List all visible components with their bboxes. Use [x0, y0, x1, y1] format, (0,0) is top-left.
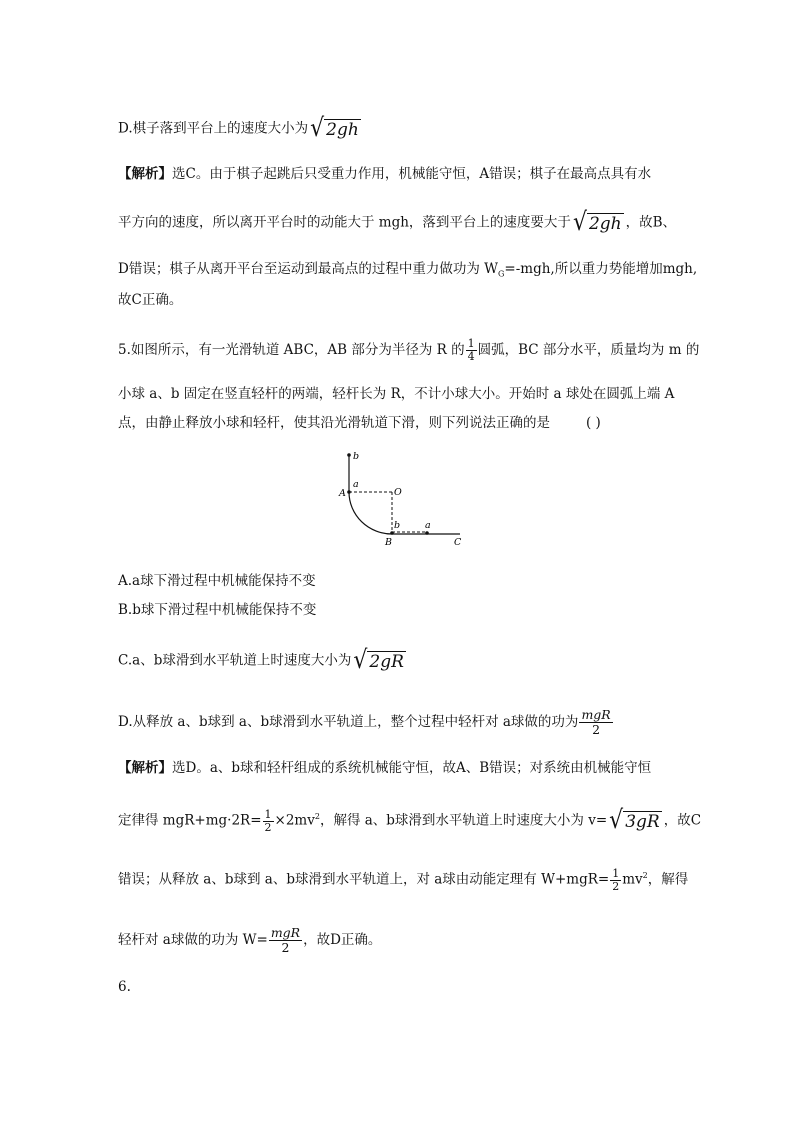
analysis-text: 轻杆对 a球做的功为 W=: [118, 932, 268, 948]
fraction: [579, 708, 612, 737]
denominator: 2: [612, 879, 620, 893]
analysis-tag: 【解析】: [118, 166, 172, 182]
q4-analysis-line-3: [118, 259, 697, 285]
sqrt-expression: [310, 114, 361, 143]
q5-analysis-line-1: [118, 758, 651, 778]
label-O: O: [394, 487, 402, 498]
stem-text: 点，由静止释放小球和轻杆，使其沿光滑轨道下滑，则下列说法正确的是: [118, 415, 550, 431]
radical-sign: √: [572, 208, 587, 237]
answer-blank: ( ): [586, 415, 601, 431]
numerator: 1: [264, 807, 272, 821]
q5-option-a: [118, 571, 316, 591]
ball-b-bottom: [390, 531, 394, 535]
analysis-text: D错误；棋子从离开平台至运动到最高点的过程中重力做功为 W: [118, 261, 498, 277]
q6-number: [118, 977, 131, 997]
analysis-text: 定律得 mgR+mg·2R=: [118, 812, 262, 829]
radical-sign: √: [353, 646, 368, 675]
fraction: [263, 809, 274, 834]
radicand: 2gh: [588, 214, 622, 234]
label-C: C: [454, 537, 462, 548]
q5-analysis-line-4: [118, 926, 381, 955]
analysis-text: ，故B、: [625, 214, 677, 231]
radicand: 2gR: [369, 652, 404, 672]
analysis-text: 平方向的速度，所以离开平台时的动能大于 mgh，落到平台上的速度要大于: [118, 214, 571, 231]
analysis-text: 故C正确。: [118, 292, 183, 308]
sqrt-expression: [609, 806, 662, 835]
superscript: 2: [642, 871, 648, 880]
denominator: 4: [467, 350, 475, 363]
q5-stem-line-2: [118, 384, 674, 404]
numerator: mgR: [581, 707, 611, 722]
denominator: 2: [264, 820, 272, 834]
stem-text: 圆弧，BC 部分水平，质量均为 m 的: [477, 342, 700, 358]
analysis-text: mv: [622, 871, 643, 888]
radical-sign: √: [609, 806, 624, 835]
label-A: A: [339, 488, 346, 499]
analysis-text: ，解得: [647, 871, 689, 888]
q4-option-d: [118, 114, 363, 143]
q4-analysis-line-2: [118, 208, 677, 237]
label-b-bottom: b: [394, 520, 401, 531]
fraction: [269, 926, 302, 955]
q5-option-c: [118, 646, 408, 675]
q5-option-b: [118, 600, 316, 620]
radicand: 3gR: [625, 812, 660, 832]
analysis-text: 选D。a、b球和轻杆组成的系统机械能守恒，故A、B错误；对系统由机械能守恒: [172, 760, 652, 776]
q5-option-d: [118, 708, 614, 737]
radical-sign: √: [310, 114, 325, 143]
arc-AB: [349, 492, 392, 534]
q4-analysis-line-1: [118, 164, 651, 184]
subscript: G: [498, 269, 505, 279]
fraction: [610, 868, 621, 893]
numerator: 1: [467, 337, 475, 350]
q5-stem-line-3: [118, 413, 601, 433]
numerator: 1: [612, 866, 620, 880]
option-text: D.从释放 a、b球到 a、b球滑到水平轨道上，整个过程中轻杆对 a球做的功为: [118, 714, 579, 730]
sqrt-expression: [353, 646, 406, 675]
analysis-text: =-mgh,所以重力势能增加mgh,: [504, 261, 698, 277]
label-a-bottom: a: [425, 520, 431, 531]
ball-b-top: [347, 453, 351, 457]
q4-option-d-text: D.棋子落到平台上的速度大小为: [118, 120, 309, 137]
fraction: [466, 338, 477, 363]
sqrt-expression: [572, 208, 624, 237]
analysis-text: 选C。由于棋子起跳后只受重力作用，机械能守恒，A错误；棋子在最高点具有水: [172, 166, 652, 182]
label-B: B: [385, 537, 392, 548]
question-number: 6.: [118, 979, 131, 995]
label-a-top: a: [353, 479, 359, 490]
option-text: C.a、b球滑到水平轨道上时速度大小为: [118, 652, 352, 669]
q5-analysis-line-3: [118, 866, 688, 893]
analysis-text: ，故C: [663, 812, 702, 829]
denominator: 2: [592, 722, 601, 737]
numerator: mgR: [270, 925, 301, 940]
q5-analysis-line-2: [118, 807, 701, 834]
analysis-tag: 【解析】: [118, 760, 172, 776]
label-b-top: b: [353, 451, 360, 462]
option-text: A.a球下滑过程中机械能保持不变: [118, 573, 316, 589]
analysis-text: ×2mv: [274, 812, 315, 829]
q4-analysis-line-4: [118, 290, 182, 310]
option-text: B.b球下滑过程中机械能保持不变: [118, 602, 317, 618]
stem-text: 小球 a、b 固定在竖直轻杆的两端，轻杆长为 R，不计小球大小。开始时 a 球处在圆弧上端 A: [118, 386, 675, 402]
ball-a-bottom: [425, 531, 429, 535]
analysis-text: 错误；从释放 a、b球到 a、b球滑到水平轨道上，对 a球由动能定理有 W+mgR=: [118, 871, 610, 888]
stem-text: 5.如图所示，有一光滑轨道 ABC，AB 部分为半径为 R 的: [118, 342, 465, 358]
superscript: 2: [314, 812, 320, 821]
q5-stem-line-1: [118, 338, 699, 363]
radicand: 2gh: [326, 120, 359, 140]
analysis-text: ，解得 a、b球滑到水平轨道上时速度大小为 v=: [319, 812, 608, 829]
track-diagram: [330, 448, 470, 548]
denominator: 2: [281, 940, 290, 955]
analysis-text: ，故D正确。: [303, 932, 382, 948]
